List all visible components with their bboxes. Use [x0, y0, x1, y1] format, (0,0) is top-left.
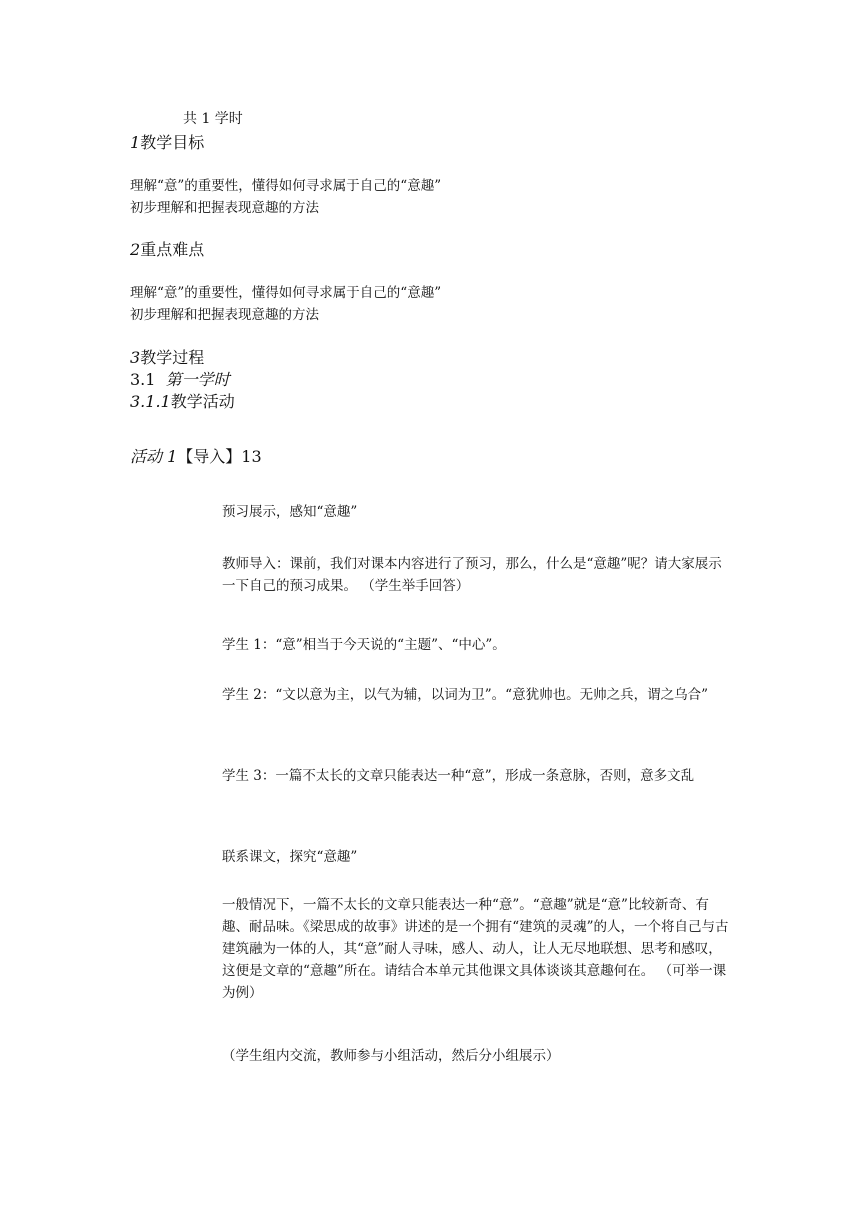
section-number: 1: [130, 133, 141, 152]
subsection-title: 第一学时: [165, 370, 230, 389]
objective-line: 初步理解和把握表现意趣的方法: [130, 200, 319, 216]
paragraph: 联系课文，探究“意趣”: [222, 849, 358, 865]
activity-heading: [130, 444, 262, 467]
paragraph: （学生组内交流，教师参与小组活动，然后分小组展示）: [222, 1048, 560, 1064]
activity-prefix: 活动 1: [130, 447, 178, 466]
section-title: 教学目标: [140, 133, 205, 152]
activity-bracket: 【导入】: [177, 447, 242, 466]
subsection-heading-activities: [130, 389, 235, 412]
activity-number: 13: [241, 447, 262, 466]
section-title: 重点难点: [140, 240, 205, 259]
key-point-line: 初步理解和把握表现意趣的方法: [130, 307, 319, 323]
section-heading-objectives: [130, 130, 204, 153]
paragraph: 学生 3：一篇不太长的文章只能表达一种“意”，形成一条意脉，否则，意多文乱: [222, 768, 695, 784]
section-heading-process: [130, 345, 204, 368]
subsection-heading-first-period: [130, 367, 230, 390]
paragraph: 预习展示，感知“意趣”: [222, 504, 358, 520]
subsection-title: 教学活动: [170, 392, 235, 411]
section-heading-key-points: [130, 237, 204, 260]
paragraph: 教师导入：课前，我们对课本内容进行了预习，那么，什么是“意趣”呢？请大家展示一下自己的预习成果。 （学生举手回答）: [222, 556, 722, 594]
class-period: 共 1 学时: [183, 111, 243, 127]
section-number: 2: [130, 240, 141, 259]
subsection-number: 3.1.1: [130, 392, 171, 411]
objective-line: 理解“意”的重要性，懂得如何寻求属于自己的“意趣”: [130, 178, 442, 194]
section-number: 3: [130, 348, 141, 367]
paragraph: 学生 1：“意”相当于今天说的“主题”、“中心”。: [222, 637, 506, 653]
paragraph: 学生 2：“文以意为主，以气为辅，以词为卫”。“意犹帅也。无帅之兵，谓之乌合”: [222, 687, 708, 703]
key-point-line: 理解“意”的重要性，懂得如何寻求属于自己的“意趣”: [130, 285, 442, 301]
paragraph: 一般情况下，一篇不太长的文章只能表达一种“意”。“意趣”就是“意”比较新奇、有趣、耐品味。《梁思成的故事》讲述的是一个拥有“建筑的灵魂”的人，一个将自己与古建筑融为一体的人，其“意”耐人寻味，感人、动人，让人无尽地联想、思考和感叹，这便是文章的“意趣”所在。请结合本单元其他课文具体谈谈其意趣何在。 （可举一课为例）: [222, 897, 729, 1001]
section-title: 教学过程: [140, 348, 205, 367]
subsection-number: 3.1: [130, 370, 156, 389]
